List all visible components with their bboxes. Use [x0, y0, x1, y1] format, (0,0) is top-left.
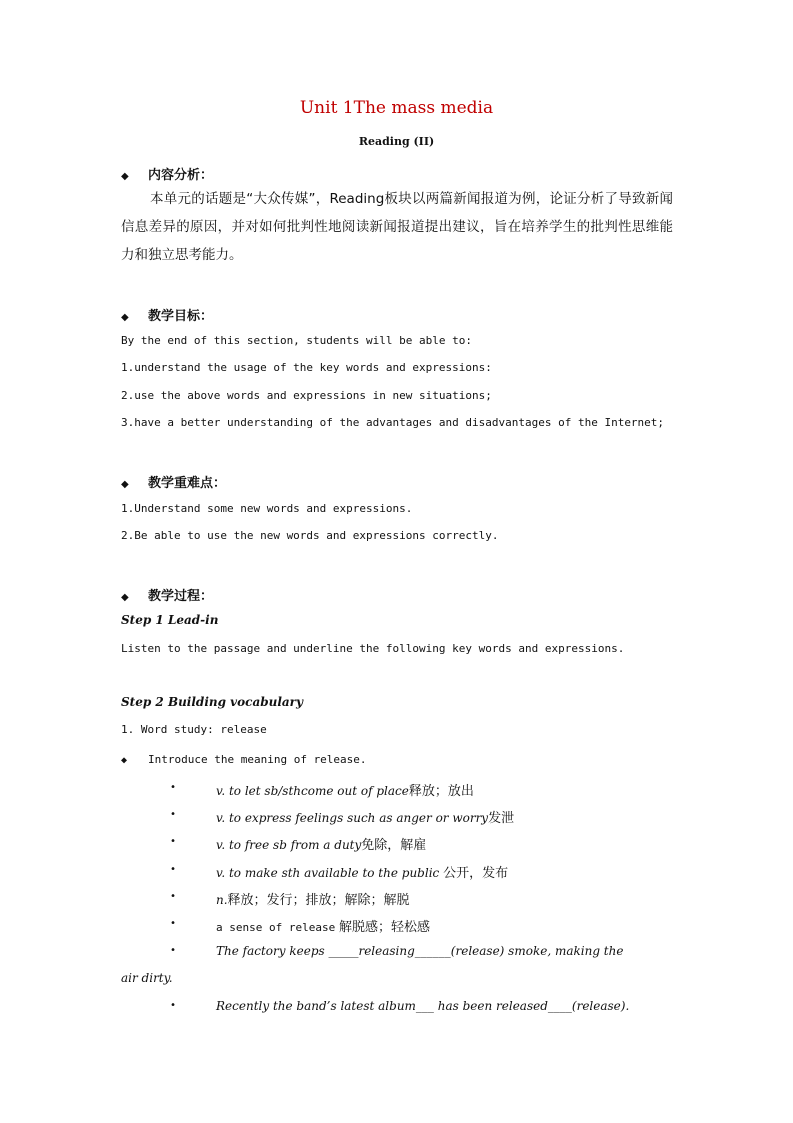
diamond-bullet-icon: ◆ [121, 479, 129, 490]
definition-item [216, 807, 514, 826]
objectives-line: 1.understand the usage of the key words and expressions: [121, 361, 492, 374]
dot-bullet-icon: • [170, 809, 177, 820]
content-analysis-paragraph: 本单元的话题是“大众传媒”，Reading板块以两篇新闻报道为例，论证分析了导致新闻信息差异的原因，并对如何批判性地阅读新闻报道提出建议，旨在培养学生的批判性思维能力和独立思考能力。 [121, 191, 673, 263]
section-heading-text: 教学过程： [148, 589, 214, 604]
word-study-line: 1. Word study: release [121, 723, 267, 736]
definition-en: n. [216, 893, 228, 907]
section-heading-content-analysis [121, 164, 213, 183]
dot-bullet-icon: • [170, 864, 177, 875]
definition-zh: 免除，解雇 [361, 838, 427, 853]
objectives-line: 3.have a better understanding of the advantages and disadvantages of the Internet; [121, 416, 665, 429]
key-points-line: 2.Be able to use the new words and expressions correctly. [121, 529, 499, 542]
intro-text: Introduce the meaning of release. [148, 753, 367, 766]
definition-en: v. to free sb from a duty [216, 838, 362, 852]
diamond-bullet-icon: ◆ [121, 171, 129, 182]
section-heading-process [121, 585, 213, 604]
section-heading-text: 教学目标： [148, 309, 214, 324]
diamond-bullet-icon: ◆ [121, 312, 129, 323]
dot-bullet-icon: • [170, 782, 177, 793]
step2-title: Step 2 Building vocabulary [121, 695, 303, 709]
document-subtitle: Reading (II) [358, 135, 435, 148]
example-sentence: The factory keeps _____releasing______(release) smoke, making the [216, 944, 624, 958]
definition-item [216, 916, 430, 935]
definition-item [216, 889, 410, 908]
definition-zh: 解脱感；轻松感 [339, 920, 431, 935]
objectives-line: 2.use the above words and expressions in new situations; [121, 389, 492, 402]
definition-zh: 发泄 [488, 811, 515, 826]
dot-bullet-icon: • [170, 945, 177, 956]
example-sentence-continued: air dirty. [121, 971, 173, 985]
document-title: Unit 1The mass media [299, 98, 494, 118]
dot-bullet-icon: • [170, 891, 177, 902]
step1-text: Listen to the passage and underline the following key words and expressions. [121, 642, 625, 655]
diamond-bullet-icon: ◆ [121, 592, 129, 603]
diamond-bullet-icon: ◆ [121, 755, 128, 766]
definition-zh: 释放；放出 [408, 784, 474, 799]
dot-bullet-icon: • [170, 836, 177, 847]
definition-item [216, 862, 508, 881]
definition-en: v. to express feelings such as anger or worry [216, 811, 489, 825]
definition-en: v. to let sb/sthcome out of place [216, 784, 409, 798]
dot-bullet-icon: • [170, 1000, 177, 1011]
intro-line [121, 753, 367, 766]
definition-en: v. to make sth available to the public [216, 866, 440, 880]
step1-title: Step 1 Lead-in [121, 613, 219, 627]
definition-item [216, 834, 426, 853]
definition-item [216, 780, 474, 799]
objectives-line: By the end of this section, students will be able to: [121, 334, 472, 347]
section-heading-text: 内容分析： [148, 168, 214, 183]
definition-zh: 释放；发行；排放；解除；解脱 [227, 893, 410, 908]
dot-bullet-icon: • [170, 918, 177, 929]
definition-en: a sense of release [216, 921, 336, 934]
key-points-line: 1.Understand some new words and expressions. [121, 502, 413, 515]
section-heading-text: 教学重难点： [148, 476, 227, 491]
section-heading-objectives [121, 305, 213, 324]
definition-zh: 公开，发布 [443, 866, 509, 881]
section-heading-key-points [121, 472, 226, 491]
example-sentence: Recently the band’s latest album___ has been released____(release). [216, 999, 630, 1013]
